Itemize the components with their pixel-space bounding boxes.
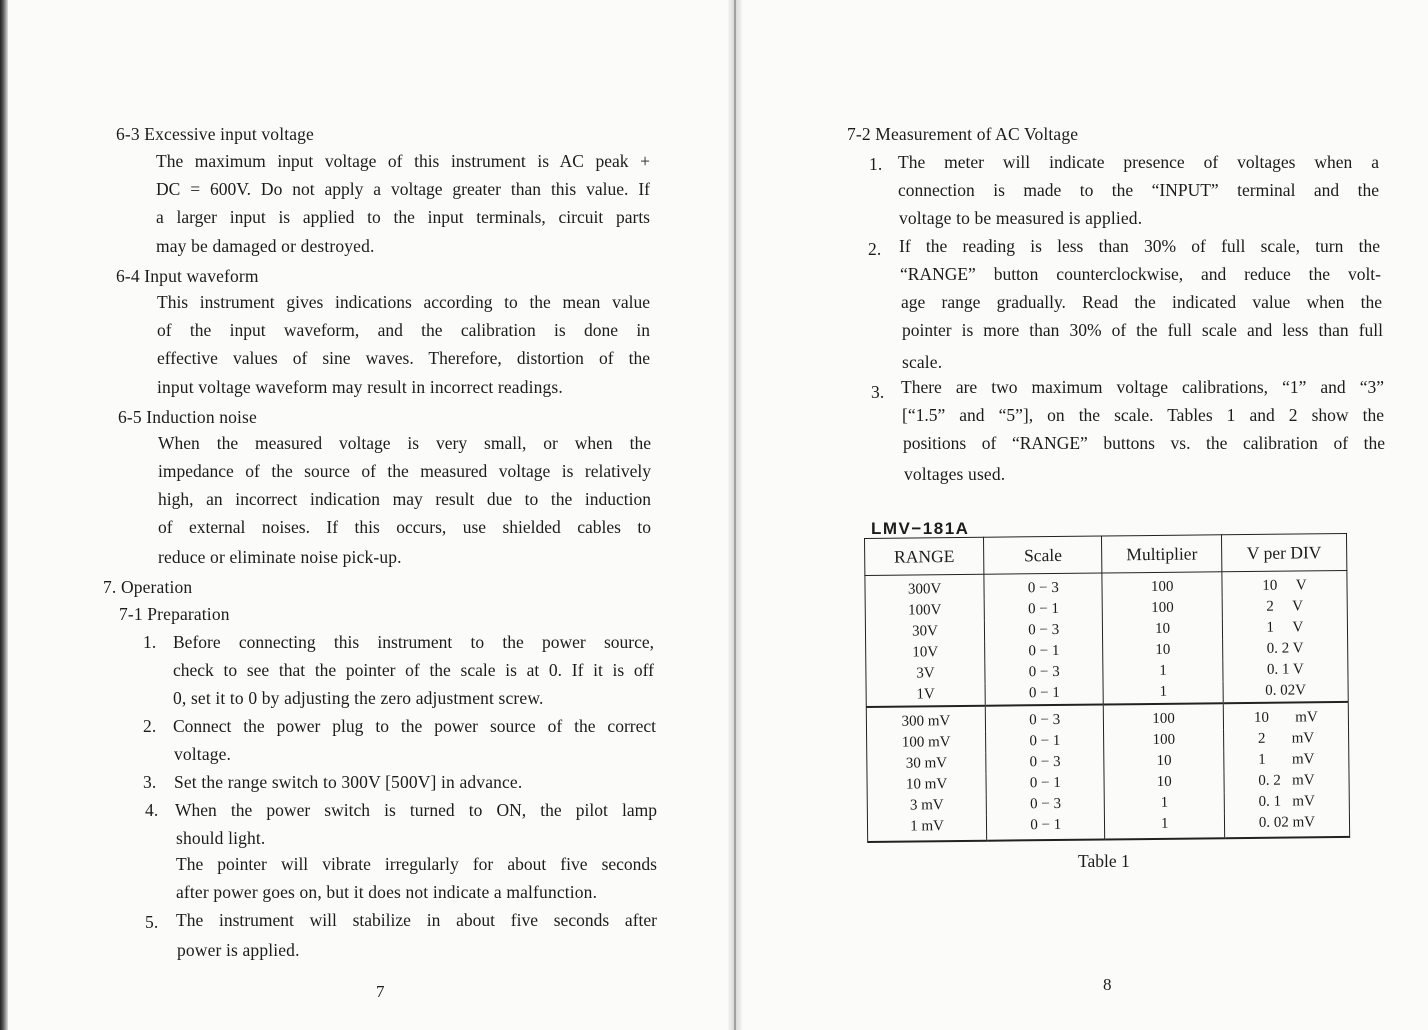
cell-scale: 0 − 1 (985, 641, 1104, 663)
ac-item-2-line-2: “RANGE” button counterclockwise, and reduce the volt- (900, 264, 1381, 284)
cell-range: 30V (865, 621, 984, 643)
s64-line-2: of the input waveform, and the calibration is done in (157, 320, 650, 340)
s63-line-3: a larger input is applied to the input terminals, circuit parts (156, 207, 650, 227)
cell-scale: 0 − 1 (986, 772, 1105, 794)
cell-scale: 0 − 3 (986, 793, 1105, 815)
prep-item-5-line-2: power is applied. (177, 940, 300, 960)
cell-multiplier: 10 (1103, 618, 1223, 640)
header-scale: Scale (984, 536, 1103, 574)
cell-range: 3V (866, 663, 985, 685)
cell-scale: 0 − 3 (984, 573, 1103, 600)
ac-item-2-num: 2. (868, 239, 882, 259)
s63-line-2: DC = 600V. Do not apply a voltage greater than this value. If (156, 179, 650, 199)
cell-scale: 0 − 3 (985, 662, 1104, 684)
s65-line-5: reduce or eliminate noise pick-up. (158, 547, 402, 567)
prep-item-2-num: 2. (143, 716, 157, 736)
prep-item-4-num: 4. (145, 800, 159, 820)
ac-item-1-line-1: The meter will indicate presence of voltages when a (898, 152, 1379, 172)
ac-item-1-line-2: connection is made to the “INPUT” terminal and the (898, 180, 1379, 200)
cell-range: 300V (865, 574, 984, 601)
prep-item-2-line-2: voltage. (174, 744, 232, 764)
s64-line-4: input voltage waveform may result in incorrect readings. (157, 377, 563, 397)
cell-v-per-div: 0. 02 mV (1224, 812, 1349, 838)
cell-scale: 0 − 3 (986, 751, 1105, 773)
cell-multiplier: 100 (1103, 597, 1223, 619)
cell-multiplier: 1 (1105, 792, 1225, 814)
cell-multiplier: 10 (1104, 750, 1224, 772)
cell-multiplier: 100 (1102, 572, 1222, 599)
table-header-row (865, 533, 1347, 575)
cell-scale: 0 − 1 (987, 814, 1106, 840)
s65-line-1: When the measured voltage is very small, or when the (158, 433, 651, 453)
prep-item-5-line-1: The instrument will stabilize in about five seconds after (176, 910, 657, 930)
book-spine (728, 0, 742, 1030)
table-caption: Table 1 (1078, 851, 1130, 871)
cell-range: 100 mV (867, 732, 986, 754)
cell-scale: 0 − 3 (985, 704, 1104, 731)
cell-v-per-div: 0. 2 V (1222, 638, 1347, 660)
prep-item-1-line-2: check to see that the pointer of the scale is at 0. If it is off (173, 660, 654, 680)
prep-item-4-line-1: When the power switch is turned to ON, the pilot lamp (175, 800, 657, 820)
s63-line-4: may be damaged or destroyed. (156, 236, 375, 256)
prep-item-3-num: 3. (143, 772, 157, 792)
cell-multiplier: 10 (1103, 639, 1223, 661)
range-calibration-table (864, 533, 1350, 843)
cell-v-per-div: 1 mV (1224, 749, 1349, 771)
ac-item-2-line-1: If the reading is less than 30% of full scale, turn the (899, 236, 1380, 256)
left-page-edge (0, 0, 8, 1030)
section-7-1-heading: 7-1 Preparation (119, 604, 230, 624)
cell-v-per-div: 2 mV (1223, 728, 1348, 750)
header-range: RANGE (865, 537, 984, 575)
prep-item-4-line-4: after power goes on, but it does not indicate a malfunction. (176, 882, 598, 902)
ac-item-3-line-2: [“1.5” and “5”], on the scale. Tables 1 and 2 show the (902, 405, 1384, 425)
cell-scale: 0 − 3 (984, 620, 1103, 642)
cell-range: 100V (865, 600, 984, 622)
ac-item-2-line-5: scale. (902, 352, 943, 372)
cell-v-per-div: 0. 1 mV (1224, 791, 1349, 813)
table-model-label: LMV−181A (871, 519, 970, 538)
section-6-3-heading: 6-3 Excessive input voltage (116, 124, 314, 144)
header-v-per-div: V per DIV (1221, 533, 1346, 571)
cell-v-per-div: 10 mV (1223, 702, 1348, 729)
ac-item-3-num: 3. (871, 382, 885, 402)
section-6-5-heading: 6-5 Induction noise (118, 407, 257, 427)
cell-scale: 0 − 1 (985, 683, 1104, 706)
prep-item-2-line-1: Connect the power plug to the power source of the correct (173, 716, 656, 736)
cell-v-per-div: 0. 2 mV (1224, 770, 1349, 792)
ac-item-3-line-1: There are two maximum voltage calibrations, “1” and “3” (901, 377, 1384, 397)
cell-range: 1 mV (867, 816, 986, 842)
cell-scale: 0 − 1 (986, 730, 1105, 752)
header-multiplier: Multiplier (1102, 535, 1222, 573)
page-number-left: 7 (376, 982, 385, 1001)
cell-multiplier: 10 (1104, 771, 1224, 793)
cell-range: 1V (866, 684, 985, 707)
cell-scale: 0 − 1 (984, 599, 1103, 621)
cell-range: 10V (866, 642, 985, 664)
cell-range: 300 mV (866, 706, 985, 733)
cell-v-per-div: 0. 02V (1223, 680, 1348, 703)
prep-item-1-line-3: 0, set it to 0 by adjusting the zero adjustment screw. (173, 688, 544, 708)
cell-v-per-div: 10 V (1222, 570, 1347, 597)
cell-range: 30 mV (867, 753, 986, 775)
cell-range: 3 mV (867, 795, 986, 817)
ac-item-1-num: 1. (869, 154, 883, 174)
section-7-2-heading: 7-2 Measurement of AC Voltage (847, 124, 1079, 144)
s65-line-4: of external noises. If this occurs, use shielded cables to (158, 517, 651, 537)
cell-multiplier: 100 (1104, 703, 1224, 730)
cell-v-per-div: 1 V (1222, 617, 1347, 639)
section-7-heading: 7. Operation (103, 577, 193, 597)
section-6-4-heading: 6-4 Input waveform (116, 266, 259, 286)
prep-item-1-line-1: Before connecting this instrument to the power source, (173, 632, 654, 652)
cell-multiplier: 1 (1105, 813, 1225, 839)
prep-item-4-line-3: The pointer will vibrate irregularly for about five seconds (176, 854, 657, 874)
cell-v-per-div: 2 V (1222, 596, 1347, 618)
prep-item-4-line-2: should light. (176, 828, 266, 848)
s64-line-1: This instrument gives indications according to the mean value (157, 292, 650, 312)
table-row (867, 812, 1349, 842)
s65-line-2: impedance of the source of the measured voltage is relatively (158, 461, 651, 481)
page-number-right: 8 (1103, 975, 1112, 994)
prep-item-3-line-1: Set the range switch to 300V [500V] in advance. (174, 772, 523, 792)
ac-item-3-line-3: positions of “RANGE” buttons vs. the calibration of the (903, 433, 1385, 453)
cell-range: 10 mV (867, 774, 986, 796)
prep-item-5-num: 5. (145, 912, 159, 932)
ac-item-1-line-3: voltage to be measured is applied. (899, 208, 1143, 228)
cell-v-per-div: 0. 1 V (1223, 659, 1348, 681)
cell-multiplier: 1 (1103, 660, 1223, 682)
s63-line-1: The maximum input voltage of this instrument is AC peak + (156, 151, 650, 171)
ac-item-2-line-3: age range gradually. Read the indicated value when the (901, 292, 1382, 312)
ac-item-3-line-4: voltages used. (904, 464, 1006, 484)
s64-line-3: effective values of sine waves. Therefore, distortion of the (157, 348, 650, 368)
cell-multiplier: 1 (1103, 681, 1223, 704)
s65-line-3: high, an incorrect indication may result due to the induction (158, 489, 651, 509)
ac-item-2-line-4: pointer is more than 30% of the full scale and less than full (902, 320, 1383, 340)
cell-multiplier: 100 (1104, 729, 1224, 751)
prep-item-1-num: 1. (143, 632, 157, 652)
